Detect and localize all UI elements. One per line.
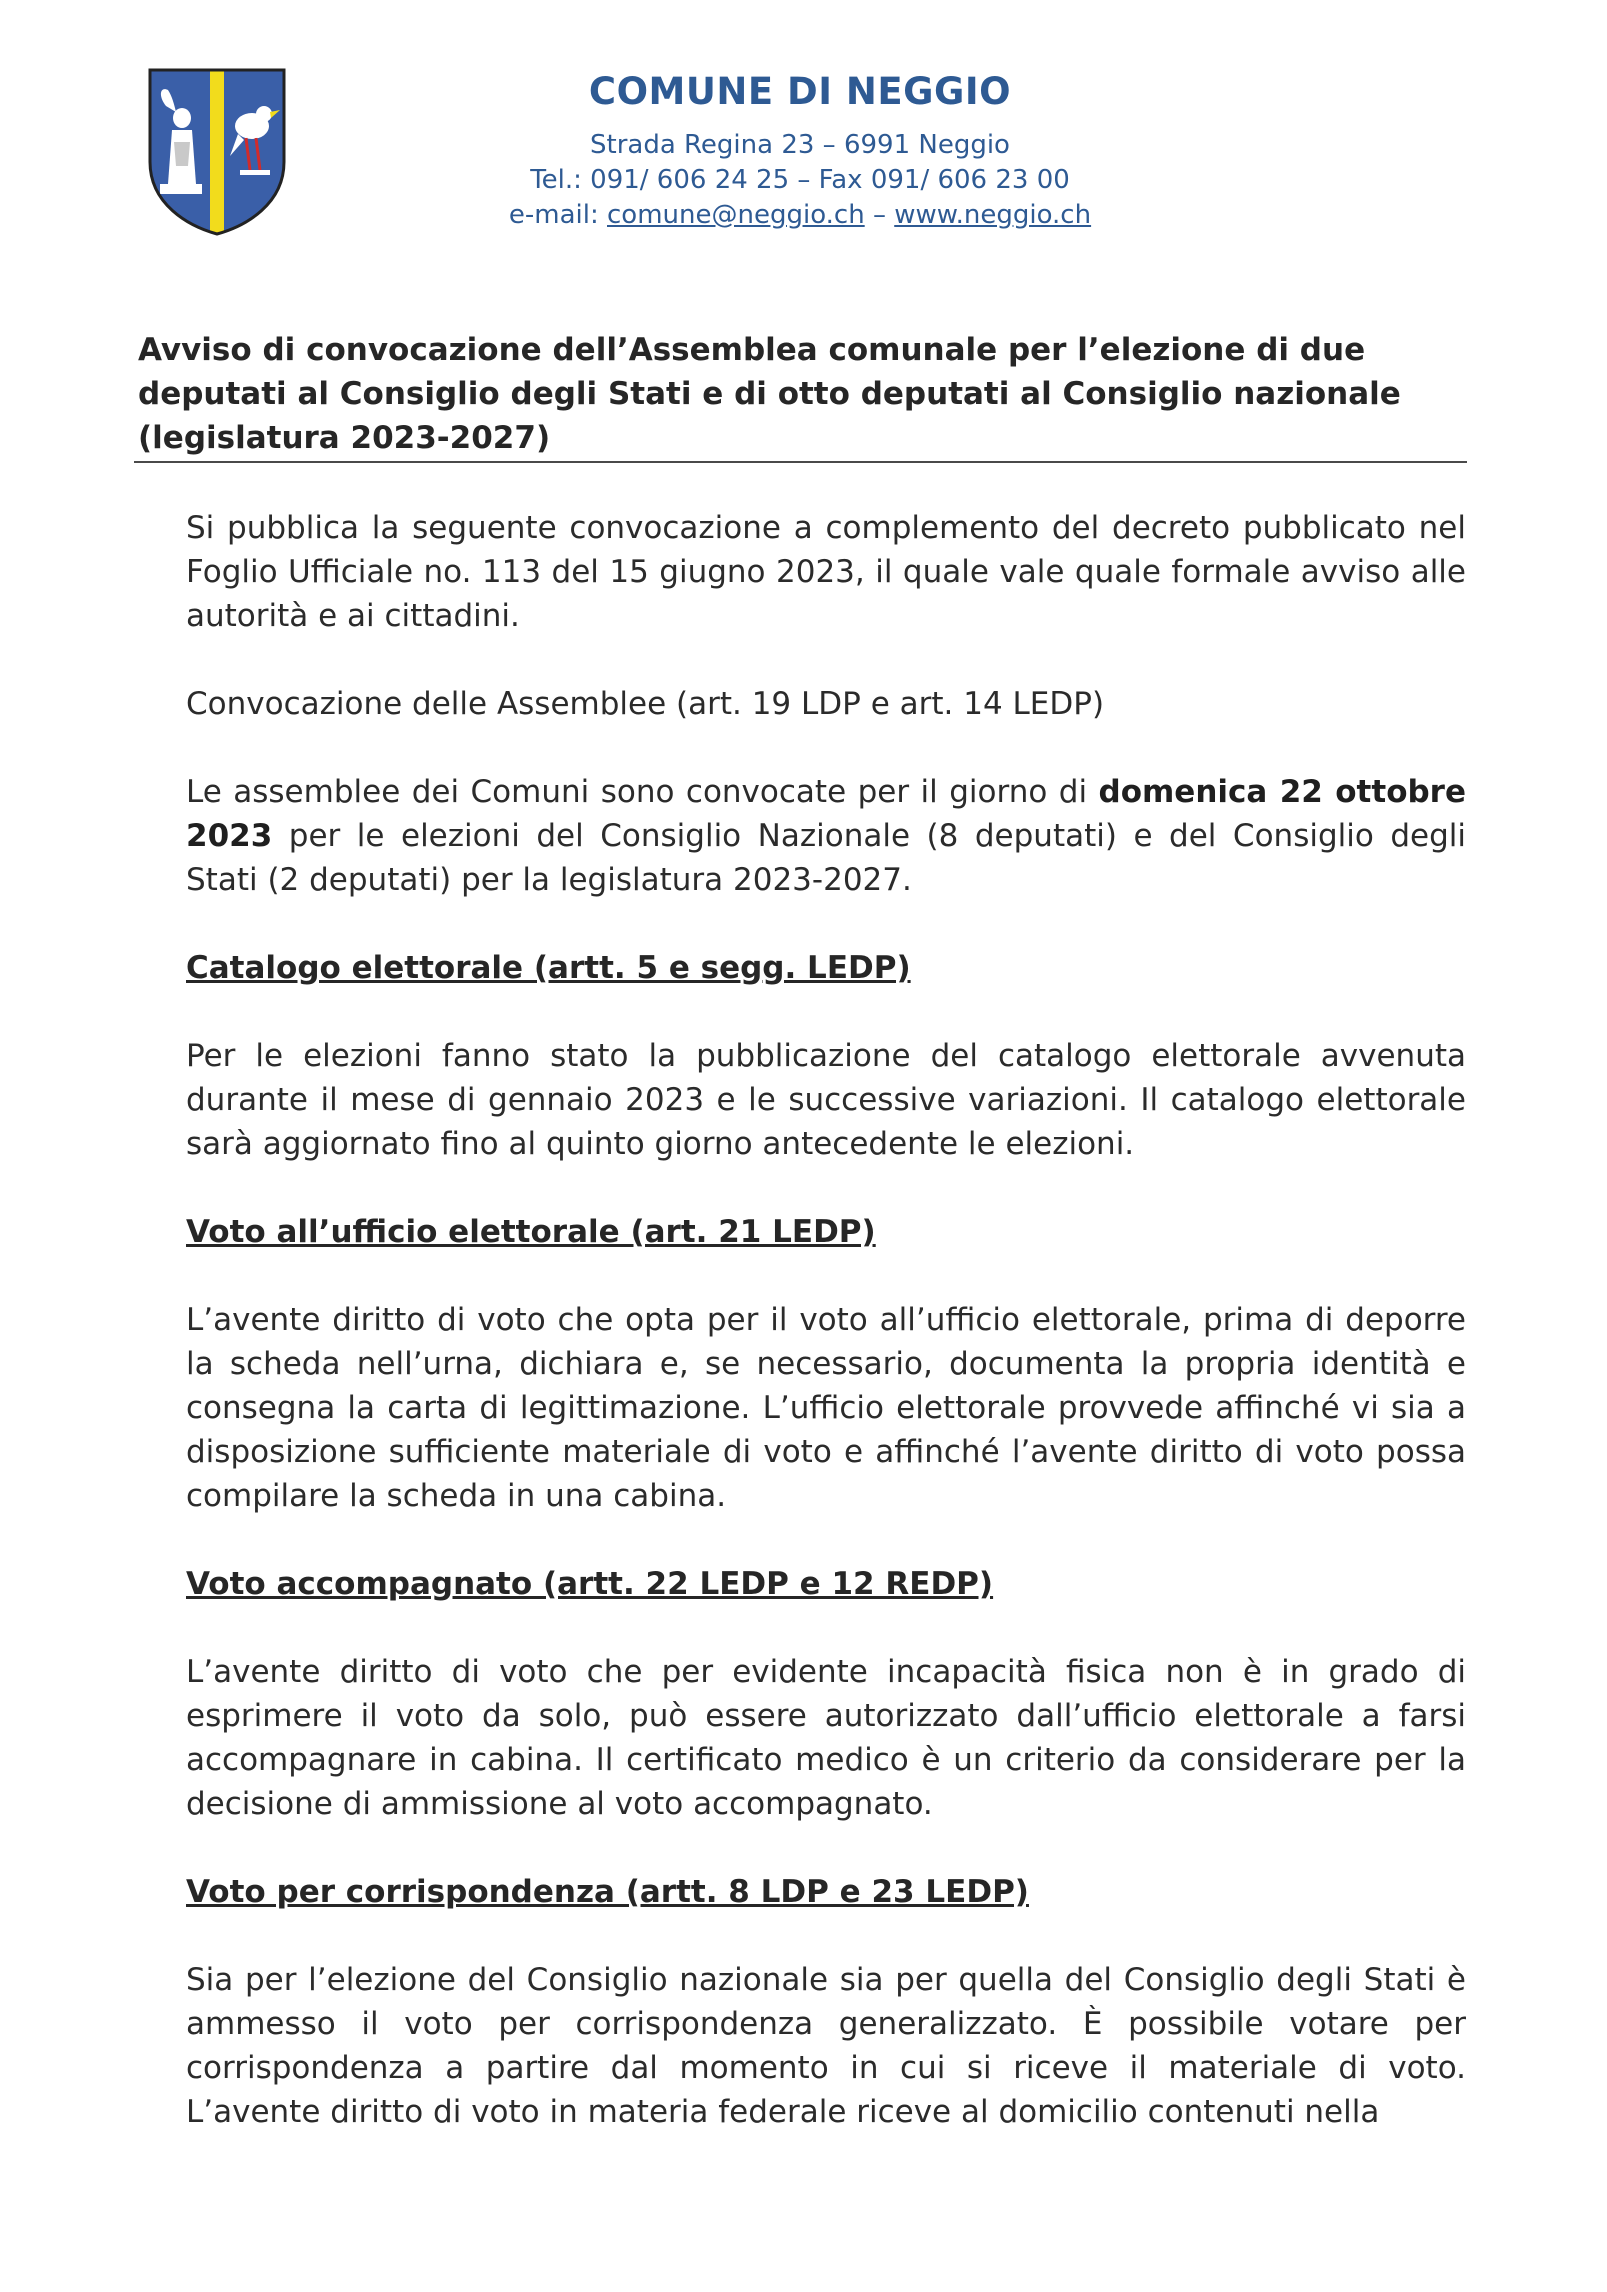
website-link[interactable]: www.neggio.ch	[894, 200, 1092, 230]
notice-title: Avviso di convocazione dell’Assemblea comunale per l’elezione di due deputati al Consiglio degli Stati e di otto deputati al Consiglio nazionale (legislatura 2023-2027)	[138, 332, 1401, 456]
municipality-contacts	[430, 198, 1170, 233]
notice-body	[186, 506, 1466, 2134]
assembly-text-after: per le elezioni del Consiglio Nazionale (8 deputati) e del Consiglio degli Stati (2 deputati) per la legislatura 2023-2027.	[186, 818, 1466, 898]
email-link[interactable]: comune@neggio.ch	[607, 200, 865, 230]
section-heading-office-vote: Voto all’ufficio elettorale (art. 21 LEDP)	[186, 1214, 876, 1250]
email-prefix: e-mail:	[508, 200, 607, 230]
section-text-accompanied-vote: L’avente diritto di voto che per evidente incapacità fisica non è in grado di esprimere il voto da solo, può essere autorizzato dall’ufficio elettorale a farsi accompagnare in cabina. Il certificato medico è un criterio da considerare per la decisione di ammissione al voto accompagnato.	[186, 1654, 1466, 1822]
title-divider	[134, 461, 1467, 463]
letterhead	[430, 70, 1170, 233]
section-text-postal-vote: Sia per l’elezione del Consiglio nazionale sia per quella del Consiglio degli Stati è ammesso il voto per corrispondenza generalizzato. È possibile votare per corrispondenza a partire dal momento in cui si riceve il materiale di voto. L’avente diritto di voto in materia federale riceve al domicilio contenuti nella	[186, 1962, 1466, 2130]
intro-paragraph: Si pubblica la seguente convocazione a complemento del decreto pubblicato nel Foglio Ufficiale no. 113 del 15 giugno 2023, il quale vale quale formale avviso alle autorità e ai cittadini.	[186, 510, 1466, 634]
municipality-address: Strada Regina 23 – 6991 Neggio	[590, 130, 1010, 160]
assembly-text-before: Le assemblee dei Comuni sono convocate per il giorno di	[186, 774, 1099, 810]
municipality-name: COMUNE DI NEGGIO	[588, 70, 1012, 113]
assembly-date: domenica 22 ottobre 2023	[186, 774, 1466, 854]
section-text-office-vote: L’avente diritto di voto che opta per il voto all’ufficio elettorale, prima di deporre la scheda nell’urna, dichiara e, se necessario, documenta la propria identità e consegna la carta di legittimazione. L’ufficio elettorale provvede affinché vi sia a disposizione sufficiente materiale di voto e affinché l’avente diritto di voto possa compilare la scheda in una cabina.	[186, 1302, 1466, 1514]
section-text-electoral-register: Per le elezioni fanno stato la pubblicazione del catalogo elettorale avvenuta durante il mese di gennaio 2023 e le successive variazioni. Il catalogo elettorale sarà aggiornato fino al quinto giorno antecedente le elezioni.	[186, 1038, 1466, 1162]
section-heading-accompanied-vote: Voto accompagnato (artt. 22 LEDP e 12 REDP)	[186, 1566, 994, 1602]
assembly-paragraph	[186, 770, 1466, 902]
section-heading-electoral-register: Catalogo elettorale (artt. 5 e segg. LEDP)	[186, 950, 911, 986]
section-heading-postal-vote: Voto per corrispondenza (artt. 8 LDP e 23 LEDP)	[186, 1874, 1029, 1910]
coat-of-arms-icon	[146, 66, 288, 236]
contact-separator: –	[864, 200, 895, 230]
convocation-paragraph: Convocazione delle Assemblee (art. 19 LDP e art. 14 LEDP)	[186, 686, 1105, 722]
municipality-phone-fax: Tel.: 091/ 606 24 25 – Fax 091/ 606 23 00	[530, 165, 1070, 195]
